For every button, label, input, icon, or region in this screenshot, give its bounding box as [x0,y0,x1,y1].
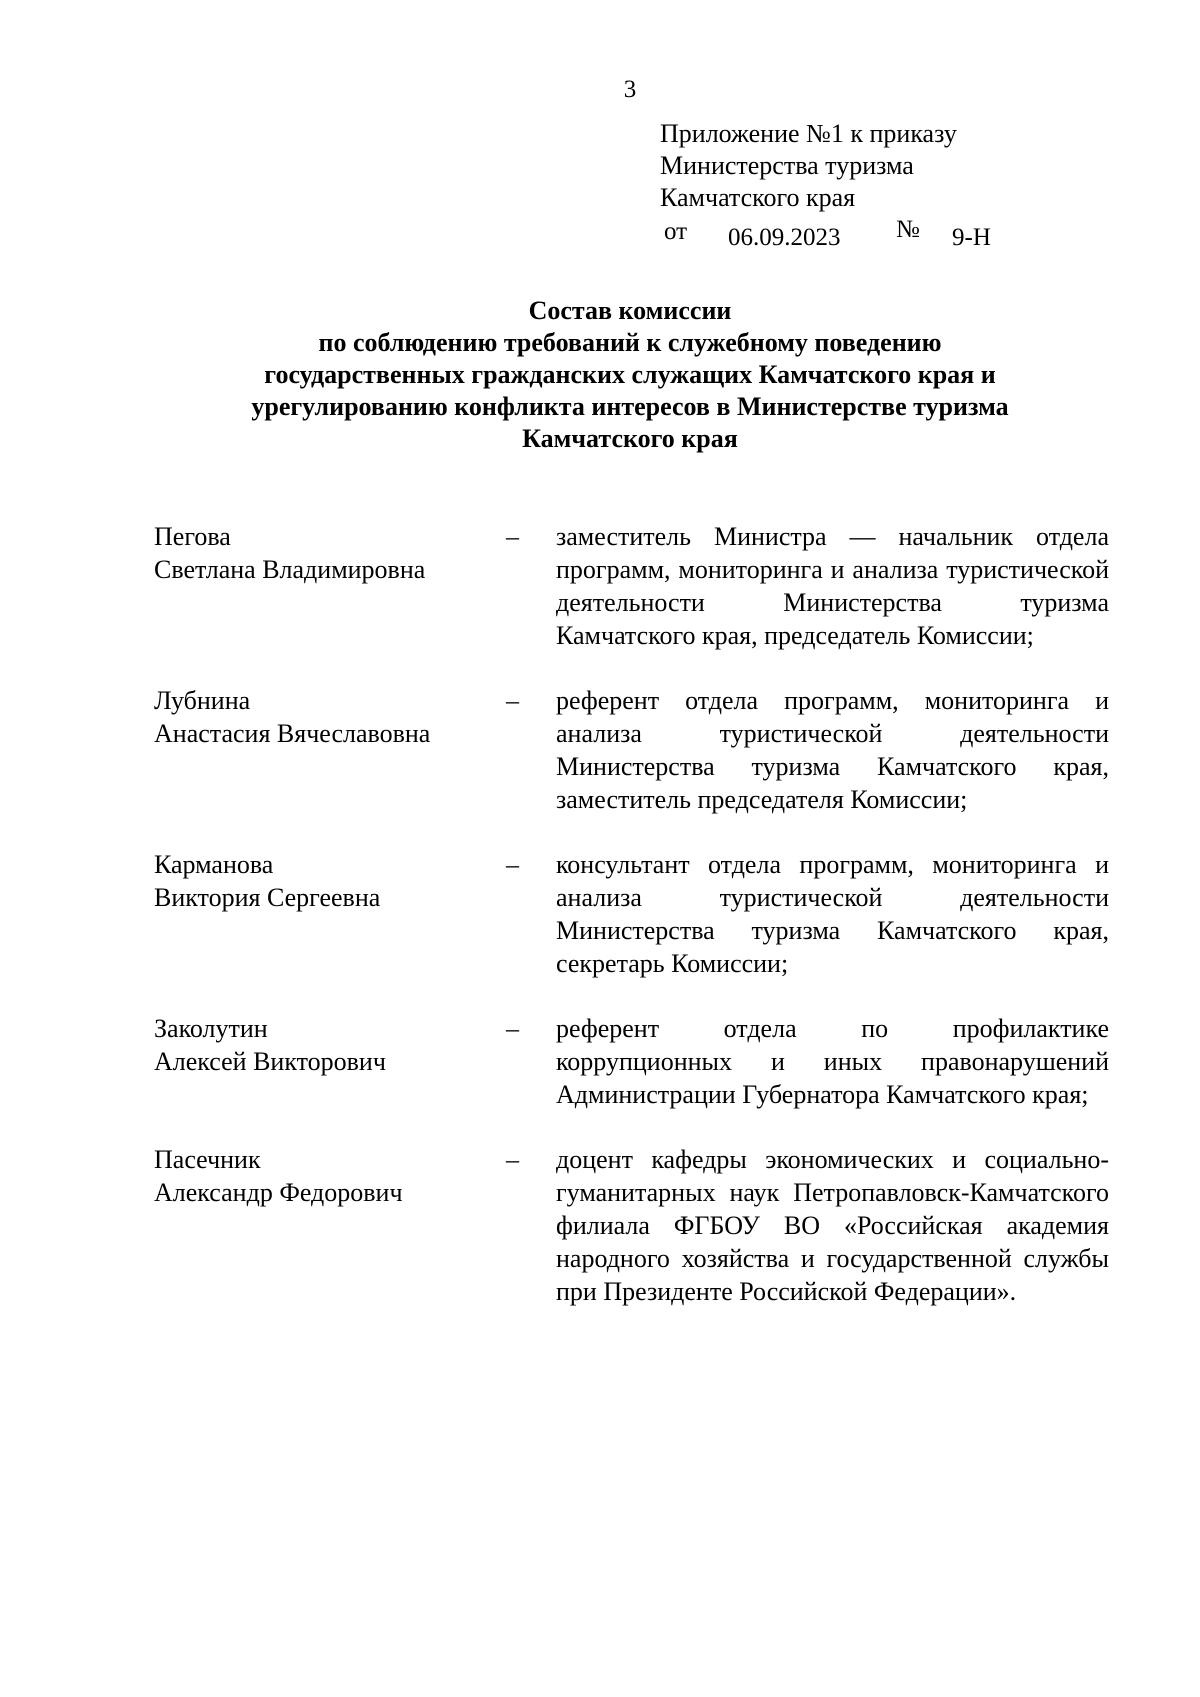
appendix-line: Приложение №1 к приказу [660,119,957,148]
appendix-line: Камчатского края [660,183,856,212]
title-line: урегулированию конфликта интересов в Министерстве туризма [251,392,1009,421]
member-dash: – [506,850,519,879]
title-line: Камчатского края [522,424,738,453]
member-given-names: Виктория Сергеевна [154,883,381,912]
member-role: заместитель Министра — начальник отдела программ, мониторинга и анализа туристической деятельности Министерства туризма Камчатского края, председатель Комиссии; [556,522,1109,650]
commission-members-list [154,520,1110,1340]
title-line: Состав комиссии [528,296,732,325]
order-number: 9-Н [952,224,991,251]
member-given-names: Светлана Владимировна [154,555,426,584]
order-date: 06.09.2023 [728,224,841,251]
number-sign: № [896,216,920,243]
member-entry [154,684,1110,816]
member-surname: Пегова [154,522,231,551]
member-surname: Лубнина [154,686,251,715]
member-given-names: Александр Федорович [154,1178,403,1207]
member-role: референт отдела программ, мониторинга и анализа туристической деятельности Министерства туризма Камчатского края, заместитель председателя Комиссии; [556,686,1109,814]
member-dash: – [506,1014,519,1043]
member-entry [154,1143,1110,1308]
member-role: доцент кафедры экономических и социально-гуманитарных наук Петропавловск-Камчатского филиала ФГБОУ ВО «Российская академия народного хозяйства и государственной службы при Президенте Российской Федерации». [556,1145,1109,1306]
member-role: консультант отдела программ, мониторинга и анализа туристической деятельности Министерства туризма Камчатского края, секретарь Комиссии; [556,850,1109,978]
member-dash: – [506,522,519,551]
member-given-names: Анастасия Вячеславовна [154,719,431,748]
member-dash: – [506,1145,519,1174]
page-number: 3 [623,76,637,103]
member-surname: Заколутин [154,1014,268,1043]
title-line: по соблюдению требований к служебному поведению [318,328,942,357]
document-title [0,295,1200,455]
title-line: государственных гражданских служащих Камчатского края и [264,360,996,389]
date-prefix-label: от [664,218,688,245]
member-surname: Карманова [154,850,274,879]
member-role: референт отдела по профилактике коррупционных и иных правонарушений Администрации Губернатора Камчатского края; [556,1014,1109,1109]
member-entry [154,848,1110,980]
appendix-date-row [662,216,1002,252]
member-surname: Пасечник [154,1145,261,1174]
appendix-line: Министерства туризма [660,151,914,180]
member-entry [154,1012,1110,1111]
member-dash: – [506,686,519,715]
member-entry [154,520,1110,652]
appendix-header [660,118,957,214]
member-given-names: Алексей Викторович [154,1047,386,1076]
